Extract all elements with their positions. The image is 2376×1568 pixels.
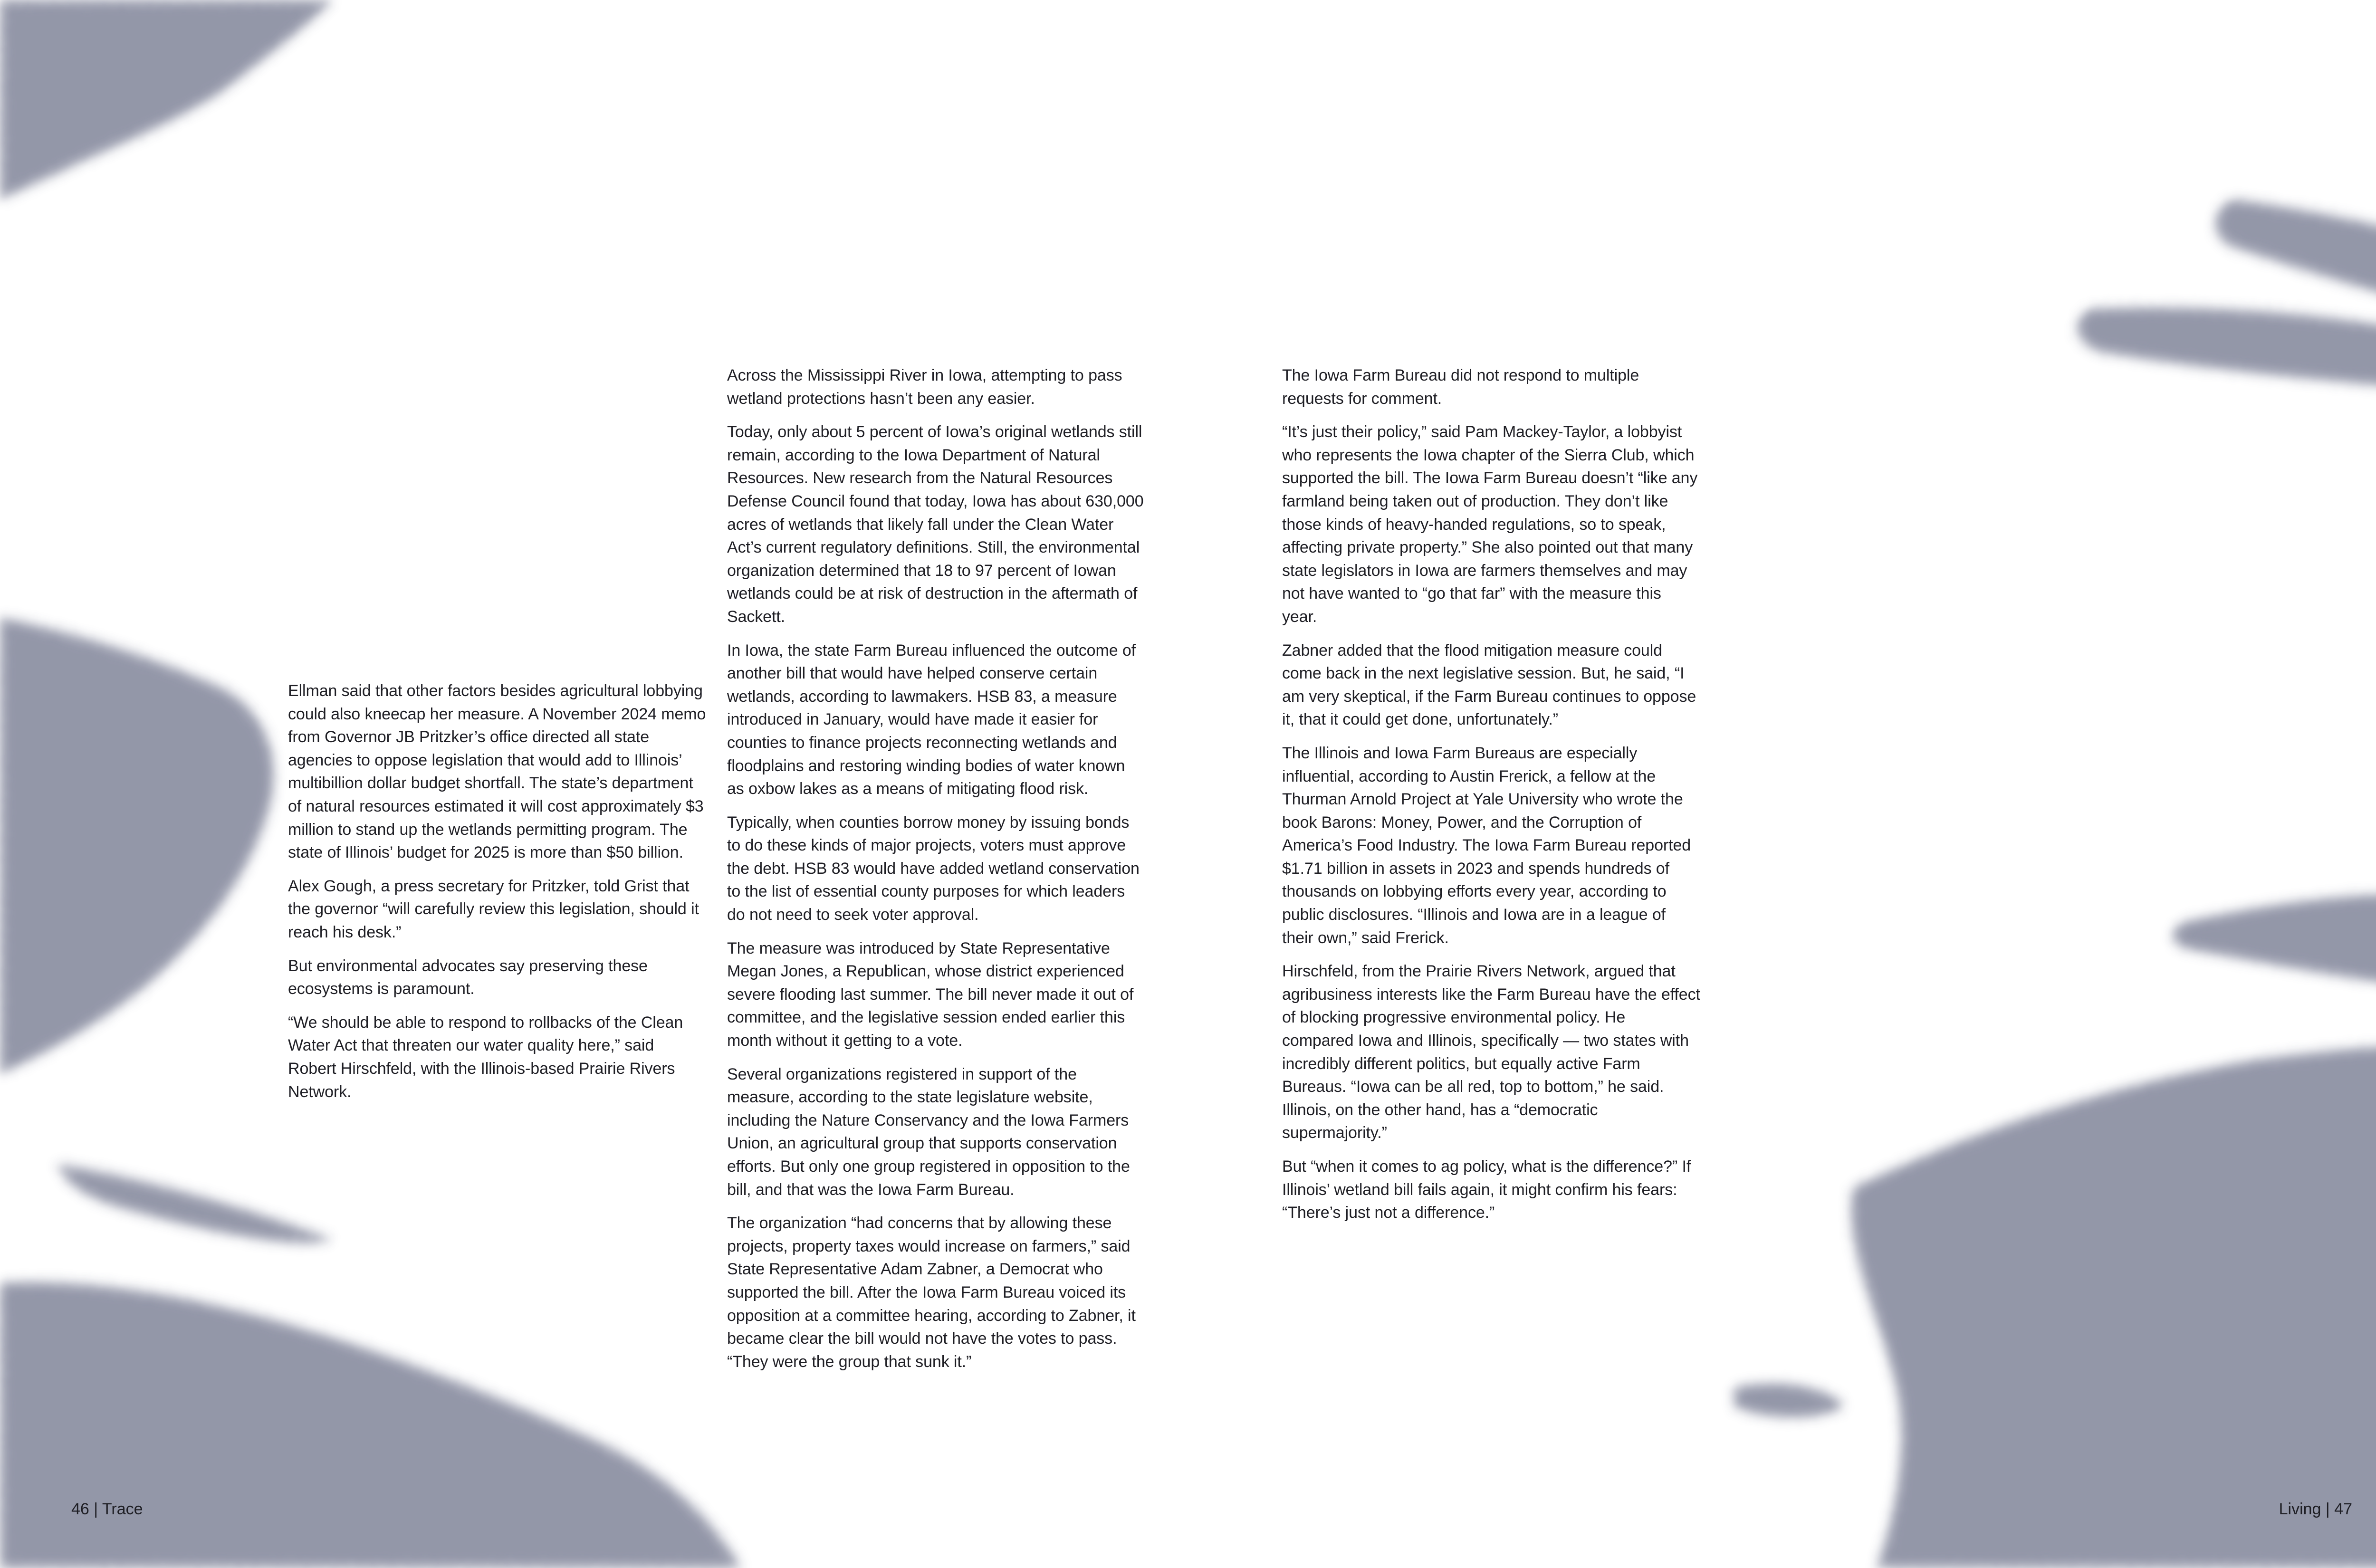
right-column-article-text — [1282, 364, 1700, 1235]
paragraph: The Iowa Farm Bureau did not respond to multiple requests for comment. — [1282, 366, 1639, 408]
texture-streak-top-right — [2216, 200, 2376, 304]
middle-column-article-text — [727, 364, 1145, 1384]
left-column-article-text — [288, 679, 706, 1114]
texture-patch-bottom-left — [0, 1282, 741, 1568]
page-folio-right: Living | 47 — [2279, 1500, 2352, 1518]
paragraph: The organization “had concerns that by allowing these projects, property taxes would increase on farmers,” said State Representative Adam Zabner, a Democrat who supported the bill. After the Iowa Farm Bureau voiced its opposition at a committee hearing, according to Zabner, it became clear the bill would not have the votes to pass. “They were the group that sunk it.” — [727, 1214, 1136, 1371]
paragraph: “We should be able to respond to rollbacks of the Clean Water Act that threaten our water quality here,” said Robert Hirschfeld, with the Illinois-based Prairie Rivers Network. — [288, 1013, 683, 1101]
page-folio-left: 46 | Trace — [71, 1500, 143, 1518]
texture-patch-left-middle — [0, 618, 274, 1074]
paragraph: Hirschfeld, from the Prairie Rivers Network, argued that agribusiness interests like the Farm Bureau have the effect of blocking progressive environmental policy. He compared Iowa and Illinois, specifically — two states with incredibly different politics, but equally active Farm Bureaus. “Iowa can be all red, top to bottom,” he said. Illinois, on the other hand, has a “democratic supermajority.” — [1282, 962, 1700, 1142]
paragraph: Zabner added that the flood mitigation measure could come back in the next legislative session. But, he said, “I am very skeptical, if the Farm Bureau continues to oppose it, that it could get done, unfortunately.” — [1282, 641, 1696, 729]
texture-patch-right-middle — [2173, 893, 2376, 988]
paragraph: Typically, when counties borrow money by issuing bonds to do these kinds of major projects, voters must approve the debt. HSB 83 would have added wetland conservation to the list of essential county purposes for which leaders do not need to seek voter approval. — [727, 813, 1140, 924]
paragraph: Several organizations registered in support of the measure, according to the state legislature website, including the Nature Conservancy and the Iowa Farmers Union, an agricultural group that supports conservation efforts. But only one group registered in opposition to the bill, and that was the Iowa Farm Bureau. — [727, 1065, 1130, 1199]
texture-streak-right-upper — [2078, 307, 2376, 390]
paragraph: But environmental advocates say preserving these ecosystems is paramount. — [288, 956, 648, 998]
texture-patch-top-left — [0, 0, 333, 200]
texture-streak-lower-left — [57, 1164, 333, 1243]
texture-speck-right — [1734, 1384, 1844, 1417]
paragraph: Across the Mississippi River in Iowa, attempting to pass wetland protections hasn’t been any easier. — [727, 366, 1122, 408]
paragraph: Today, only about 5 percent of Iowa’s original wetlands still remain, according to the Iowa Department of Natural Resources. New research from the Natural Resources Defense Council found that today, Iowa has about 630,000 acres of wetlands that likely fall under the Clean Water Act’s current regulatory definitions. Still, the environmental organization determined that 18 to 97 percent of Iowan wetlands could be at risk of destruction in the aftermath of Sackett. — [727, 423, 1144, 626]
paragraph: Ellman said that other factors besides agricultural lobbying could also kneecap her measure. A November 2024 memo from Governor JB Pritzker’s office directed all state agencies to oppose legislation that would add to Illinois’ multibillion dollar budget shortfall. The state’s department of natural resources estimated it will cost approximately $3 million to stand up the wetlands permitting program. The state of Illinois’ budget for 2025 is more than $50 billion. — [288, 682, 706, 862]
paragraph: The measure was introduced by State Representative Megan Jones, a Republican, whose district experienced severe flooding last summer. The bill never made it out of committee, and the legislative session ended earlier this month without it getting to a vote. — [727, 939, 1134, 1050]
texture-patch-bottom-right — [1851, 1045, 2376, 1568]
paragraph: But “when it comes to ag policy, what is the difference?” If Illinois’ wetland bill fails again, it might confirm his fears: “There’s just not a difference.” — [1282, 1157, 1691, 1222]
paragraph: The Illinois and Iowa Farm Bureaus are especially influential, according to Austin Frerick, a fellow at the Thurman Arnold Project at Yale University who wrote the book Barons: Money, Power, and the Corruption of America’s Food Industry. The Iowa Farm Bureau reported $1.71 billion in assets in 2023 and spends hundreds of thousands on lobbying efforts every year, according to public disclosures. “Illinois and Iowa are in a league of their own,” said Frerick. — [1282, 744, 1691, 947]
paragraph: “It’s just their policy,” said Pam Mackey-Taylor, a lobbyist who represents the Iowa chapter of the Sierra Club, which supported the bill. The Iowa Farm Bureau doesn’t “like any farmland being taken out of production. They don’t like those kinds of heavy-handed regulations, so to speak, affecting private property.” She also pointed out that many state legislators in Iowa are farmers themselves and may not have wanted to “go that far” with the measure this year. — [1282, 423, 1698, 626]
paragraph: Alex Gough, a press secretary for Pritzker, told Grist that the governor “will carefully review this legislation, should it reach his desk.” — [288, 877, 699, 941]
paragraph: In Iowa, the state Farm Bureau influenced the outcome of another bill that would have helped conserve certain wetlands, according to lawmakers. HSB 83, a measure introduced in January, would have made it easier for counties to finance projects reconnecting wetlands and floodplains and restoring winding bodies of water known as oxbow lakes as a means of mitigating flood risk. — [727, 641, 1136, 798]
